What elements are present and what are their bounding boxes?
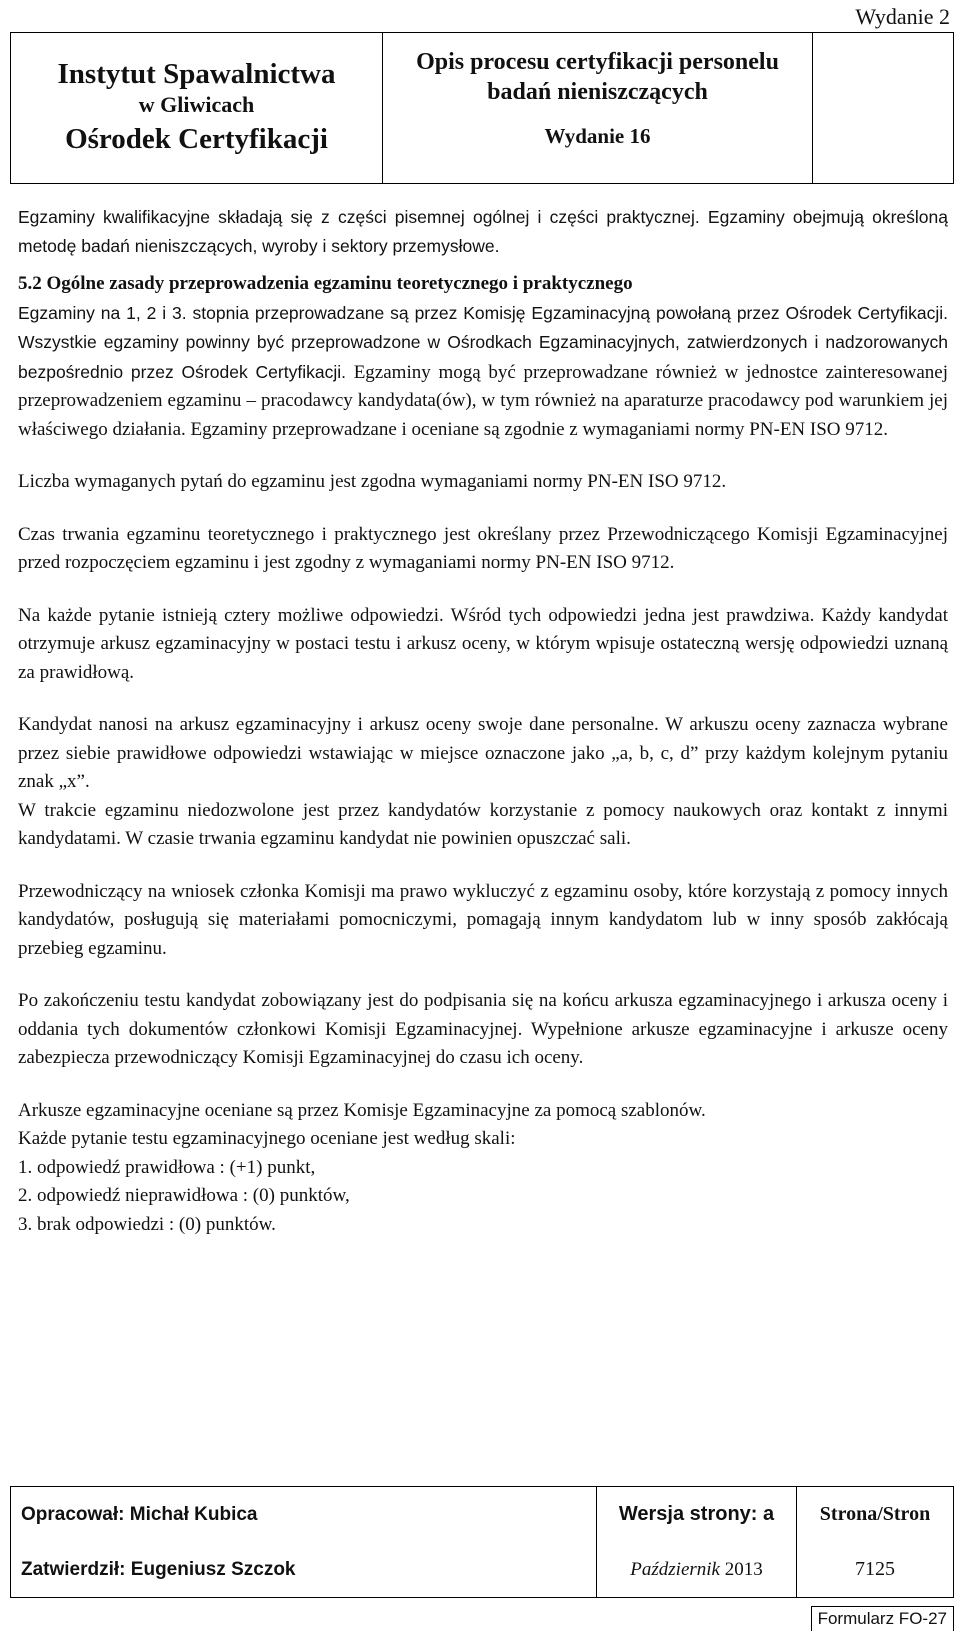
paragraph-exam-rules-part2: Egzaminy mogą być przeprowadzane również w jednostce zainteresowanej przeprowadzeniem egzaminu – pracodawcy kandydata(ów), w tym również na aparaturze pracodawcy pod warunkiem jej właściwego działania. Egzaminy przeprowadzane i oceniane są zgodnie z wymaganiami normy PN-EN ISO 9712. [18,361,948,440]
org-name: Instytut Spawalnictwa [57,58,336,90]
paragraph-grading: Arkusze egzaminacyjne oceniane są przez Komisje Egzaminacyjne za pomocą szablonów. [18,1099,706,1121]
page-label: Strona/Stron [819,1503,931,1525]
footer-version [597,1487,797,1597]
document-edition: Wydanie 16 [544,124,651,148]
organization-block [11,33,383,183]
paragraph-exam-rules-part1: Egzaminy na 1, 2 i 3. stopnia przeprowadzane są przez Komisję Egzaminacyjną powołaną przez Ośrodek Certyfikacji. Wszystkie egzaminy powinny być przeprowadzone w Ośrodkach Egzaminacyjnych, zatwierdzonych i nadzorowanych bezpośrednio przez Ośrodek Certyfikacji. [18,302,948,382]
version-date [630,1559,762,1581]
list-item: 2. odpowiedź nieprawidłowa : (0) punktów, [18,1185,350,1206]
paragraph-intro: Egzaminy kwalifikacyjne składają się z części pisemnej ogólnej i części praktycznej. Egzaminy obejmują określoną metodę badań nieniszczących, wyroby i sektory przemysłowe. [18,207,948,256]
org-location: w Gliwicach [138,92,255,117]
document-body [18,203,948,1239]
footer-page [797,1487,953,1597]
document-title-line1: Opis procesu certyfikacji personelu [416,49,779,75]
page-value: 7125 [855,1558,895,1580]
prepared-by: Opracował: Michał Kubica [21,1503,258,1525]
form-code: Formularz FO-27 [811,1606,954,1631]
header-empty-cell [813,33,953,183]
paragraph-prohibitions: W trakcie egzaminu niedozwolone jest przez kandydatów korzystanie z pomocy naukowych oraz kontakt z innymi kandydatami. W czasie trwania egzaminu kandydat nie powinien opuszczać sali. [18,799,948,849]
approved-by: Zatwierdził: Eugeniusz Szczok [21,1558,296,1580]
document-title-block [383,33,813,183]
paragraph-answer-sheet: Kandydat nanosi na arkusz egzaminacyjny i arkusz oceny swoje dane personalne. W arkuszu oceny zaznacza wybrane przez siebie prawidłowe odpowiedzi wstawiając w miejsce oznaczone jako „a, b, c, d” przy każdym kolejnym pytaniu znak „x”. [18,714,948,792]
section-heading: 5.2 Ogólne zasady przeprowadzenia egzaminu teoretycznego i praktycznego [18,273,633,294]
document-header [10,32,954,184]
footer-authors [11,1487,597,1597]
list-item: 1. odpowiedź prawidłowa : (+1) punkt, [18,1156,316,1178]
paragraph-answers: Na każde pytanie istnieją cztery możliwe odpowiedzi. Wśród tych odpowiedzi jedna jest prawdziwa. Każdy kandydat otrzymuje arkusz egzaminacyjny w postaci testu i arkusz oceny, w którym wpisuje ostateczną wersję odpowiedzi uznaną za prawidłową. [18,604,948,683]
paragraph-question-count: Liczba wymaganych pytań do egzaminu jest zgodna wymaganiami normy PN-EN ISO 9712. [18,471,727,492]
version-label: Wersja strony: a [618,1503,775,1526]
document-footer [10,1486,954,1598]
document-title-line2: badań nieniszczących [487,79,708,105]
paragraph-exam-rules [18,299,948,445]
paragraph-submission: Po zakończeniu testu kandydat zobowiązany jest do podpisania się na końcu arkusza egzaminacyjnego i arkusza oceny i oddania tych dokumentów członkowi Komisji Egzaminacyjnej. Wypełnione arkusze egzaminacyjne i arkusze oceny zabezpiecza przewodniczący Komisji Egzaminacyjnej do czasu ich oceny. [18,990,948,1068]
version-year: 2013 [719,1558,763,1580]
paragraph-duration: Czas trwania egzaminu teoretycznego i praktycznego jest określany przez Przewodniczącego Komisji Egzaminacyjnej przed rozpoczęciem egzaminu i jest zgodny z wymaganiami normy PN-EN ISO 9712. [18,523,948,573]
list-item: 3. brak odpowiedzi : (0) punktów. [18,1213,276,1235]
org-department: Ośrodek Certyfikacji [65,123,328,155]
paragraph-exclusion: Przewodniczący na wniosek członka Komisji ma prawo wykluczyć z egzaminu osoby, które korzystają z pomocy innych kandydatów, posługują się materiałami pomocniczymi, pomagają innym kandydatom lub w inny sposób zakłócają przebieg egzaminu. [18,880,948,959]
paragraph-scale: Każde pytanie testu egzaminacyjnego oceniane jest według skali: [18,1128,516,1149]
version-month: Październik [630,1558,720,1580]
edition-top-label: Wydanie 2 [855,4,950,29]
